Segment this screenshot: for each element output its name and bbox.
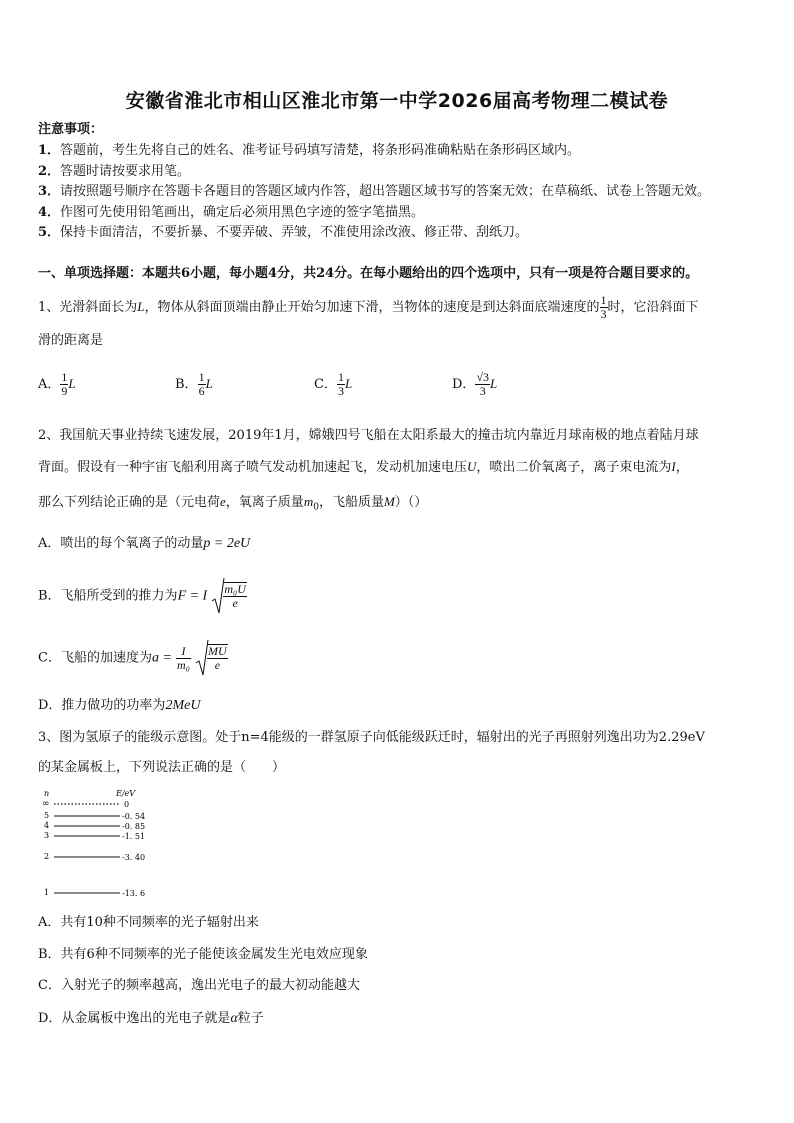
- notice-item-1: [38, 142, 580, 160]
- notice-num: 2．: [38, 164, 61, 179]
- var-m0: m: [303, 494, 314, 509]
- level-e-inf: 0: [124, 800, 130, 809]
- exam-title: 安徽省淮北市相山区淮北市第一中学2026届高考物理二模试卷: [125, 90, 669, 112]
- notice-item-2: [38, 163, 190, 181]
- sqrt-symbol: $\frac{MU}{e}$: [195, 638, 228, 678]
- notice-text: 保持卡面清洁，不要折暴、不要弄破、弄皱，不准使用涂改液、修正带、刮纸刀。: [60, 225, 529, 240]
- notice-heading: 注意事项：: [38, 122, 104, 137]
- q1-option-c[interactable]: C． $\frac{1}{3}$ L: [314, 370, 353, 398]
- notice-num: 5．: [38, 225, 61, 240]
- q3-stem-line1: 3、图为氢原子的能级示意图。处于n=4能级的一群氢原子向低能级跃迁时，辐射出的光子再照射列逸出功为2.29eV: [38, 730, 705, 745]
- fraction: $\frac{1}{3}$: [600, 293, 607, 321]
- fraction: $\frac{1}{6}$: [198, 370, 205, 398]
- q1-text: 1、光滑斜面长为: [38, 300, 138, 315]
- q1-stem-line1: [38, 290, 699, 325]
- notice-num: 4．: [38, 205, 61, 220]
- level-e-5: -0. 54: [122, 812, 146, 821]
- q1-text: ，物体从斜面顶端由静止开始匀加速下滑，当物体的速度是到达斜面底端速度的: [144, 300, 600, 315]
- notice-item-5: [38, 224, 528, 242]
- level-n-1: 1: [44, 888, 50, 897]
- level-n-inf: ∞: [42, 799, 50, 809]
- q3-option-a[interactable]: A．共有10种不同频率的光子辐射出来: [38, 915, 259, 930]
- q2-option-c[interactable]: C．飞船的加速度为a = $\frac{I}{\text{m₀}}$ $\frac{MU}{e}$: [38, 638, 228, 679]
- fraction: $\frac{I}{\text{m₀}}$: [177, 643, 190, 672]
- level-e-4: -0. 85: [122, 822, 146, 831]
- fraction: $\frac{1}{3}$: [337, 370, 344, 398]
- level-e-2: -3. 40: [122, 853, 146, 862]
- notice-item-3: [38, 183, 710, 201]
- level-n-4: 4: [44, 821, 50, 830]
- q3-option-b[interactable]: B．共有6种不同频率的光子能使该金属发生光电效应现象: [38, 947, 368, 962]
- q3-option-c[interactable]: C．入射光子的频率越高，逸出光电子的最大初动能越大: [38, 978, 360, 993]
- q2-stem-line2: 背面。假设有一种宇宙飞船利用离子喷气发动机加速起飞，发动机加速电压U，喷出二价氧离子，离子束电流为I，: [38, 459, 689, 475]
- level-n-2: 2: [44, 852, 50, 861]
- var-I: I: [671, 459, 676, 474]
- q1-option-a[interactable]: A． $\frac{1}{9}$ L: [38, 370, 76, 398]
- q2-stem-line1: 2、我国航天事业持续飞速发展，2019年1月，嫦娥四号飞船在太阳系最大的撞击坑内靠近月球南极的地点着陆月球: [38, 428, 699, 443]
- var-e: e: [220, 494, 226, 509]
- fraction: $\frac{1}{9}$: [61, 370, 68, 398]
- level-e-1: -13. 6: [122, 889, 146, 898]
- q3-stem-line2: 的某金属板上，下列说法正确的是（ ）: [38, 760, 286, 775]
- q2-option-a[interactable]: A．喷出的每个氧离子的动量p = 2eU: [38, 536, 251, 551]
- q2-option-b[interactable]: B．飞船所受到的推力为F = I $\frac{\text{m₀U}}{e}$: [38, 576, 247, 617]
- level-n-3: 3: [44, 831, 50, 840]
- notice-text: 作图可先使用铅笔画出，确定后必须用黑色字迹的签字笔描黑。: [60, 205, 425, 220]
- q2-option-d[interactable]: D．推力做功的功率为2MeU: [38, 698, 201, 713]
- axis-n-label: n: [44, 789, 50, 798]
- q1-option-d[interactable]: D． $\frac{√3}{3}$ L: [452, 370, 498, 398]
- notice-text: 答题前，考生先将自己的姓名、准考证号码填写清楚，将条形码准确粘贴在条形码区域内。: [60, 143, 581, 158]
- notice-text: 请按照题号顺序在答题卡各题目的答题区域内作答，超出答题区域书写的答案无效；在草稿纸、试卷上答题无效。: [60, 184, 711, 199]
- level-n-5: 5: [44, 811, 50, 820]
- alpha-symbol: α: [230, 1011, 238, 1026]
- q3-option-d[interactable]: D．从金属板中逸出的光电子就是α粒子: [38, 1011, 264, 1026]
- energy-level-diagram: [40, 786, 180, 898]
- notice-num: 3．: [38, 184, 61, 199]
- section-heading: 一、单项选择题：本题共6小题，每小题4分，共24分。在每小题给出的四个选项中，只有一项是符合题目要求的。: [38, 266, 699, 281]
- q1-stem-line2: 滑的距离是: [38, 333, 104, 348]
- notice-item-4: [38, 204, 424, 222]
- q2-stem-line3: 那么下列结论正确的是（元电荷e，氧离子质量$m_0$，飞船质量M）（）: [38, 494, 428, 513]
- var-U: U: [467, 459, 477, 474]
- var-L: L: [137, 299, 145, 314]
- q1-text: 时，它沿斜面下: [607, 300, 699, 315]
- level-e-3: -1. 51: [122, 832, 146, 841]
- axis-e-label: E/eV: [116, 789, 136, 798]
- q1-option-b[interactable]: B． $\frac{1}{6}$ L: [175, 370, 213, 398]
- sqrt-symbol: $\frac{\text{m₀U}}{e}$: [211, 576, 247, 616]
- notice-text: 答题时请按要求用笔。: [60, 164, 191, 179]
- notice-num: 1．: [38, 143, 61, 158]
- var-M: M: [383, 494, 395, 509]
- fraction: $\frac{√3}{3}$: [476, 370, 490, 398]
